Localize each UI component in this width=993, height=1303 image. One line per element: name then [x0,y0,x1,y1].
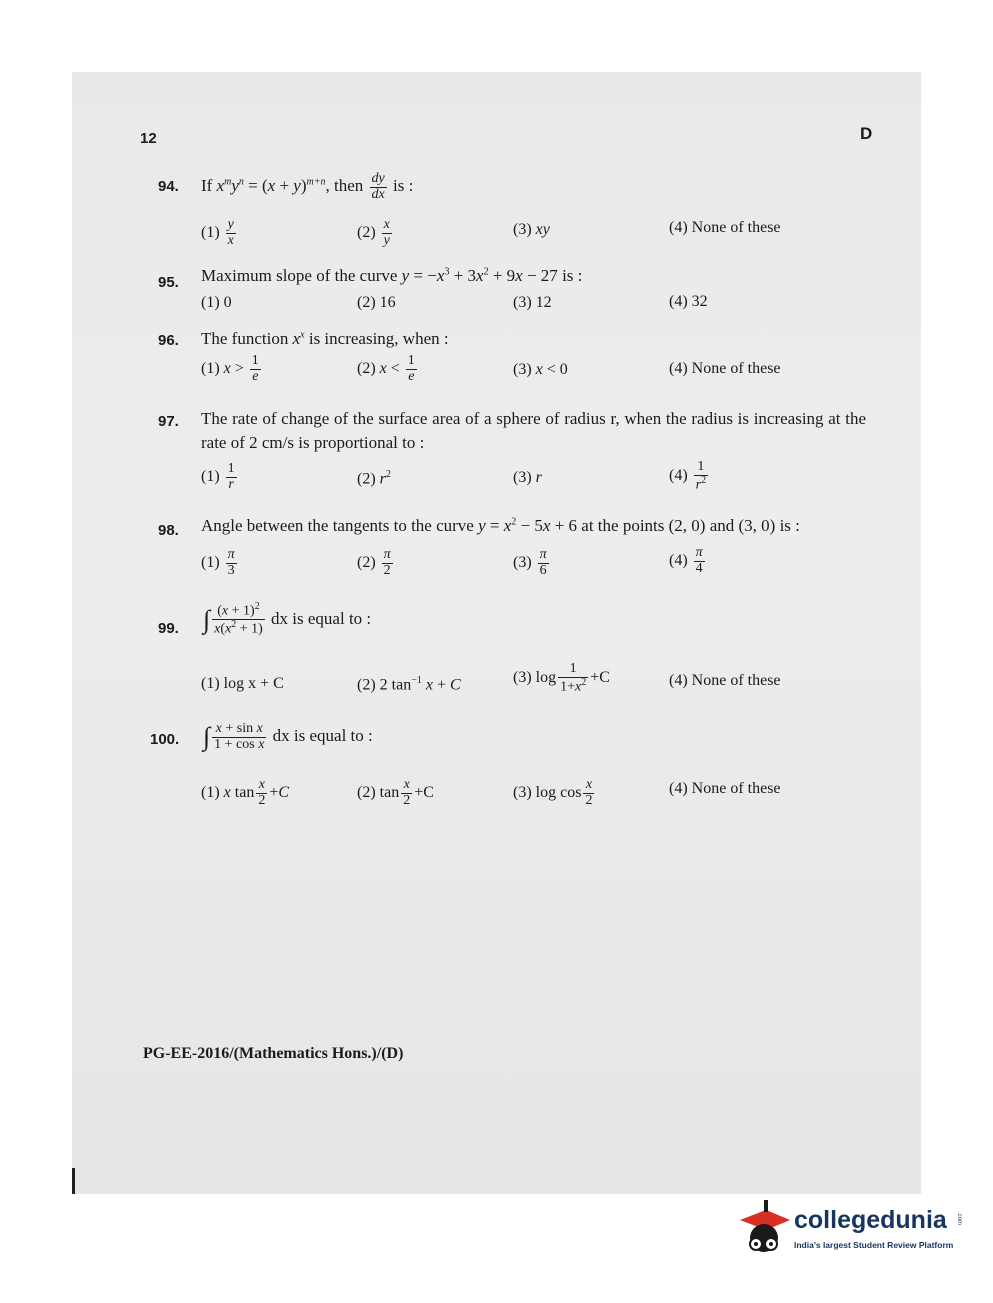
option-1: (1) x > $\frac{1}{e}$ [201,353,259,384]
question-number: 98. [158,522,179,539]
option-4: (4) None of these [669,780,781,797]
option-2: (2) x < $\frac{1}{e}$ [357,353,415,384]
option-2: (2) $r^2$ [357,469,391,488]
paper-code-footer: PG-EE-2016/(Mathematics Hons.)/(D) [143,1045,404,1062]
option-4: (4) None of these [669,672,781,689]
option-2: (2) 2 $\tan^{-1} x + C$ [357,675,461,694]
collegedunia-logo [738,1200,968,1266]
set-code: D [860,124,873,143]
option-1: (1) $\frac{\pi}{3}$ [201,547,235,578]
option-2: (2) 16 [357,294,396,311]
logo-tagline: India's largest Student Review Platform [794,1240,954,1250]
option-1: (1) $\frac{1}{r}$ [201,461,235,492]
question-number: 94. [158,178,179,195]
option-1: (1) log x + C [201,675,284,692]
question-stem: The rate of change of the surface area of a sphere of radius r, when the radius is increasing at the rate of 2 cm/s is proportional to : [201,409,866,452]
option-4: (4) $\frac{1}{r^2}$ [669,459,707,493]
question-number: 97. [158,413,179,430]
option-3: (3) r [513,469,542,486]
option-2: (2) tan $\frac{x}{2}$ +C [357,777,434,808]
option-4: (4) 32 [669,293,708,310]
question-stem: Angle between the tangents to the curve $y = x^2 - 5x + 6$ at the points (2, 0) and (3, 0) is : [201,516,800,535]
question-stem: ∫ $\frac{\text{x + sin x}}{\text{1 + cos x}}$ dx is equal to : [203,721,373,752]
question-stem: The function $x^x$ is increasing, when : [201,329,449,348]
option-4: (4) $\frac{\pi}{4}$ [669,545,703,576]
question-stem: If $x^my^n = (x + y)^{m+n}$, then $\frac{dy}{dx}$ is : [201,171,414,202]
logo-wordmark: collegedunia [794,1206,947,1234]
option-1: (1) 0 [201,294,232,311]
question-number: 95. [158,274,179,291]
question-number: 96. [158,332,179,349]
option-3: (3) xy [513,221,550,238]
option-3: (3) log $\frac{1}{1+x^2}$ +C [513,661,610,695]
page-number: 12 [140,130,157,147]
question-stem: Maximum slope of the curve $y = -x^3 + 3x^2 + 9x - 27$ is : [201,266,583,285]
question-number: 100. [150,731,180,748]
option-3: (3) 12 [513,294,552,311]
option-3: (3) $\frac{\pi}{6}$ [513,547,547,578]
option-1: (1) $\frac{y}{x}$ [201,217,234,248]
option-2: (2) $\frac{\pi}{2}$ [357,547,391,578]
option-2: (2) $\frac{x}{y}$ [357,217,390,248]
option-1: (1) x tan $\frac{x}{2}$ +C [201,777,290,808]
option-3: (3) x < 0 [513,361,568,378]
option-3: (3) log cos $\frac{x}{2}$ [513,777,593,808]
option-4: (4) None of these [669,219,781,236]
scanned-page [72,72,921,1194]
option-4: (4) None of these [669,360,781,377]
scan-edge-mark [72,1168,75,1194]
student-cap-icon [738,1200,790,1262]
question-stem: ∫ $\frac{(x + 1)^2}{x(x^2 + 1)}$ dx is equal to : [203,601,372,637]
logo-suffix: .com [956,1212,962,1226]
question-number: 99. [158,620,179,637]
